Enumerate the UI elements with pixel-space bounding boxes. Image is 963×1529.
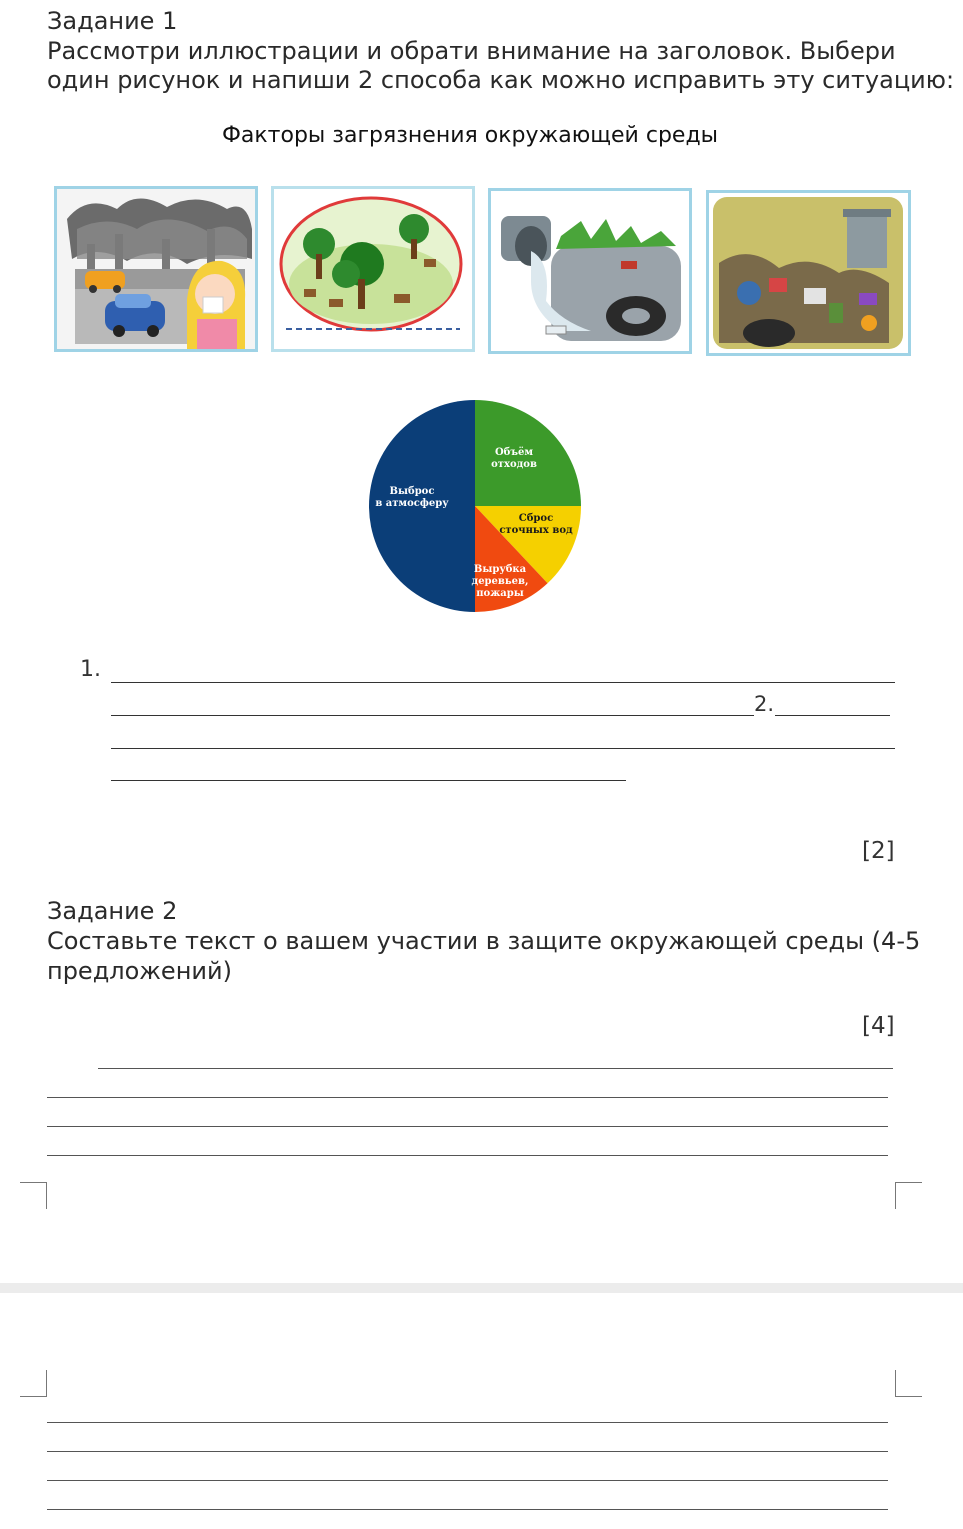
garbage-dump-illustration xyxy=(706,190,911,356)
task2-instruction-line1: Составьте текст о вашем участии в защите окружающей среды (4-5 xyxy=(47,927,921,955)
page2-line-4[interactable] xyxy=(47,1509,888,1510)
task2-title: Задание 2 xyxy=(47,897,178,925)
water-pollution-illustration xyxy=(488,188,692,354)
page-corner-mark xyxy=(20,1370,47,1397)
answer-line-4[interactable] xyxy=(111,780,626,781)
answer-line-2b[interactable] xyxy=(775,715,890,716)
page2-line-3[interactable] xyxy=(47,1480,888,1481)
task1-instruction-line2: один рисунок и напиши 2 способа как можно исправить эту ситуацию: xyxy=(47,66,955,94)
task1-score: [2] xyxy=(862,838,895,864)
pollution-factors-heading: Факторы загрязнения окружающей среды xyxy=(221,123,719,148)
answer-label-2: 2. xyxy=(754,692,775,716)
pie-label-waste: Объём отходов xyxy=(491,447,537,470)
answer-label-1: 1. xyxy=(80,657,101,682)
task2-line-1[interactable] xyxy=(98,1068,893,1069)
pie-label-sewage: Сброс сточных вод xyxy=(499,513,573,536)
page-corner-mark xyxy=(895,1182,922,1209)
page-break xyxy=(0,1283,963,1293)
task2-line-4[interactable] xyxy=(47,1155,888,1156)
page-corner-mark xyxy=(20,1182,47,1209)
task2-instruction-line2: предложений) xyxy=(47,957,232,985)
smog-city-illustration xyxy=(54,186,258,352)
task1-instruction-line1: Рассмотри иллюстрации и обрати внимание на заголовок. Выбери xyxy=(47,37,896,65)
pollution-pie-chart xyxy=(355,398,595,618)
page2-line-1[interactable] xyxy=(47,1422,888,1423)
task2-score: [4] xyxy=(862,1013,895,1039)
task2-line-2[interactable] xyxy=(47,1097,888,1098)
page2-line-2[interactable] xyxy=(47,1451,888,1452)
answer-line-1[interactable] xyxy=(111,682,895,683)
deforestation-illustration xyxy=(271,186,475,352)
answer-line-2[interactable] xyxy=(111,715,754,716)
page-corner-mark xyxy=(895,1370,922,1397)
pie-label-emission: Выброс в атмосферу xyxy=(375,486,449,509)
answer-line-3[interactable] xyxy=(111,748,895,749)
task2-line-3[interactable] xyxy=(47,1126,888,1127)
task1-title: Задание 1 xyxy=(47,7,178,35)
pie-label-logging: Вырубка деревьев, пожары xyxy=(471,564,529,599)
